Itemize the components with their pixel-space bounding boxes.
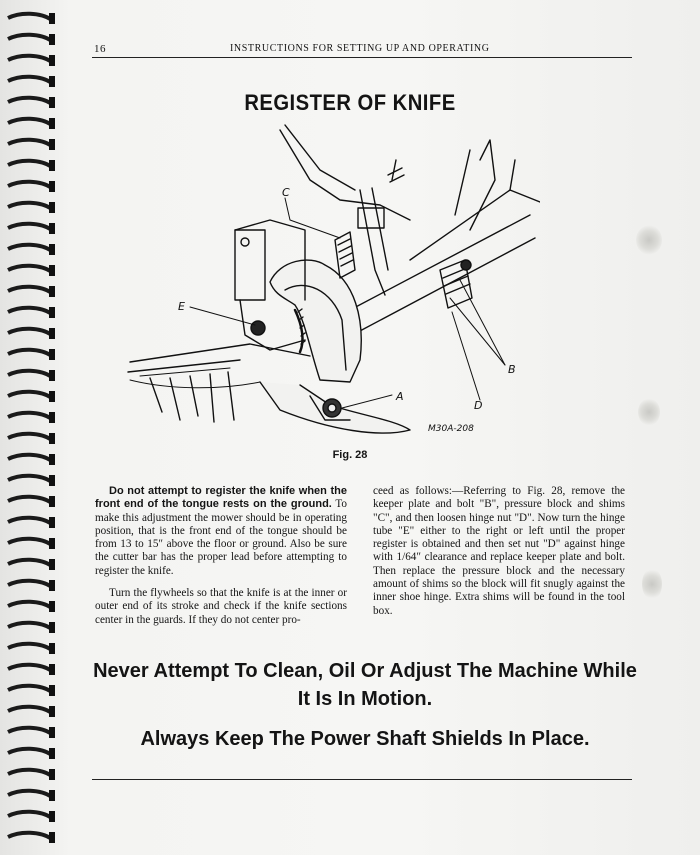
binding-hole (49, 538, 55, 549)
warning-lead: Do not attempt to register the knife when the front end of the tongue rests on the ground. (95, 485, 347, 511)
binding-hole (49, 664, 55, 675)
binding-coil (8, 287, 52, 293)
page-smudge (636, 225, 662, 255)
binding-coil (8, 539, 52, 545)
binding-coil (8, 791, 52, 797)
binding-hole (49, 13, 55, 24)
binding-hole (49, 412, 55, 423)
page-number: 16 (94, 43, 106, 55)
binding-coil (8, 413, 52, 419)
binding-hole (49, 580, 55, 591)
binding-hole (49, 328, 55, 339)
right-column (373, 485, 625, 627)
binding-coil (8, 14, 52, 20)
binding-hole (49, 370, 55, 381)
label-a: A (396, 390, 404, 403)
binding-coil (8, 434, 52, 440)
label-c: C (282, 186, 290, 199)
binding-hole (49, 790, 55, 801)
binding-hole (49, 160, 55, 171)
binding-coil (8, 350, 52, 356)
binding-coil (8, 371, 52, 377)
binding-coil (8, 497, 52, 503)
binding-coil (8, 77, 52, 83)
figure-code: M30A-208 (428, 424, 474, 434)
safety-warning-line: Never Attempt To Clean, Oil Or Adjust The Machine While (93, 660, 637, 682)
binding-coil (8, 245, 52, 251)
binding-coil (8, 518, 52, 524)
paragraph (95, 485, 347, 578)
label-e: E (178, 300, 185, 313)
binding-hole (49, 433, 55, 444)
binding-coil (8, 476, 52, 482)
binding-coil (8, 728, 52, 734)
safety-warning (60, 657, 670, 713)
header-divider (92, 57, 632, 58)
footer-divider (92, 779, 632, 780)
binding-coil (8, 203, 52, 209)
binding-coil (8, 665, 52, 671)
binding-hole (49, 832, 55, 843)
binding-hole (49, 706, 55, 717)
binding-coil (8, 392, 52, 398)
left-column (95, 485, 347, 636)
binding-coil (8, 56, 52, 62)
binding-coil (8, 707, 52, 713)
binding-hole (49, 811, 55, 822)
binding-hole (49, 76, 55, 87)
running-title: INSTRUCTIONS FOR SETTING UP AND OPERATING (230, 43, 490, 54)
binding-coil (8, 35, 52, 41)
page-smudge (642, 568, 662, 600)
binding-hole (49, 622, 55, 633)
binding-hole (49, 349, 55, 360)
binding-coil (8, 770, 52, 776)
figure-title: REGISTER OF KNIFE (244, 90, 456, 115)
binding-coil (8, 602, 52, 608)
binding-coil (8, 329, 52, 335)
binding-coil (8, 119, 52, 125)
binding-hole (49, 496, 55, 507)
binding-coil (8, 224, 52, 230)
figure-caption: Fig. 28 (332, 449, 368, 461)
binding-hole (49, 727, 55, 738)
binding-hole (49, 265, 55, 276)
binding-coil (8, 560, 52, 566)
binding-coil (8, 161, 52, 167)
mower-knife-illustration (110, 120, 540, 450)
binding-hole (49, 307, 55, 318)
page-smudge (638, 398, 660, 426)
binding-hole (49, 517, 55, 528)
binding-coil (8, 182, 52, 188)
binding-coil (8, 686, 52, 692)
binding-hole (49, 118, 55, 129)
label-d: D (474, 399, 483, 412)
shield-reminder: Always Keep The Power Shaft Shields In Place. (140, 728, 590, 750)
paragraph-text: To make this adjustment the mower should be in operating position, that is the front end of the tongue should be from 13 to 15″ above the floor or ground. Also be sure the cutter bar has the proper lead before attempting to register the knife. (95, 498, 347, 577)
binding-hole (49, 55, 55, 66)
binding-hole (49, 769, 55, 780)
binding-hole (49, 34, 55, 45)
binding-coil (8, 812, 52, 818)
binding-coil (8, 581, 52, 587)
binding-hole (49, 286, 55, 297)
binding-hole (49, 685, 55, 696)
safety-warning-line: It Is In Motion. (297, 688, 433, 710)
binding-hole (49, 748, 55, 759)
binding-hole (49, 139, 55, 150)
binding-hole (49, 223, 55, 234)
binding-coil (8, 623, 52, 629)
binding-hole (49, 244, 55, 255)
binding-coil (8, 644, 52, 650)
binding-hole (49, 643, 55, 654)
binding-hole (49, 601, 55, 612)
paragraph: Turn the flywheels so that the knife is at the inner or outer end of its stroke and check if the knife sections center in the guards. If they do not center pro- (95, 587, 347, 626)
binding-coil (8, 308, 52, 314)
binding-coil (8, 749, 52, 755)
binding-hole (49, 391, 55, 402)
binding-coil (8, 266, 52, 272)
binding-hole (49, 475, 55, 486)
binding-coil (8, 833, 52, 839)
binding-coil (8, 140, 52, 146)
paragraph: ceed as follows:—Referring to Fig. 28, remove the keeper plate and bolt "B", pressure block and shims "C", and then loosen hinge nut "D". Now turn the hinge tube "E" either to the right or left until the proper register is obtained and then set nut "D" against hinge with 1/64″ clearance and replace keeper plate and bolt. Then replace the pressure block and the necessary amount of shims so the block will fit snugly against the inner shoe hinge. Extra shims will be found in the tool box. (373, 485, 625, 617)
binding-hole (49, 181, 55, 192)
label-b: B (508, 363, 516, 376)
binding-hole (49, 202, 55, 213)
binding-hole (49, 559, 55, 570)
